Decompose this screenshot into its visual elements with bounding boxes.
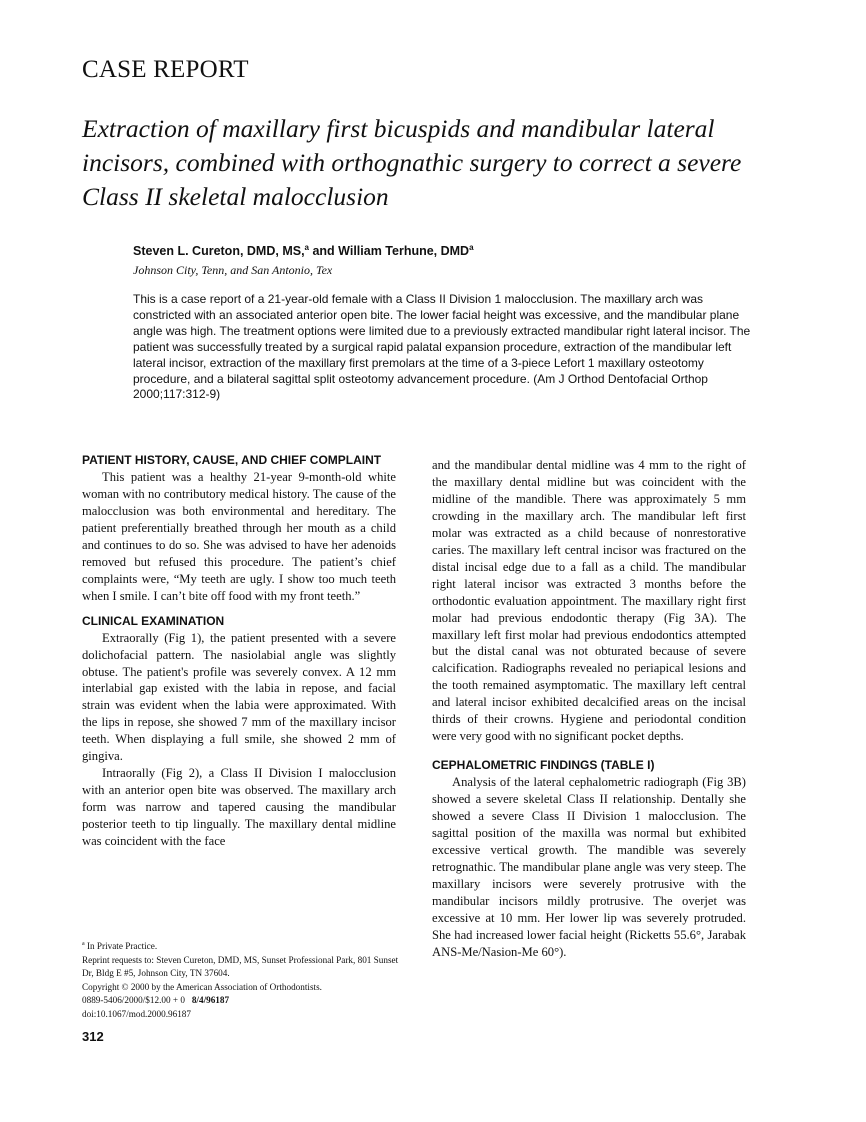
- author-1: Steven L. Cureton, DMD, MS,: [133, 244, 305, 259]
- paragraph-intraoral: Intraorally (Fig 2), a Class II Division I malocclusion with an anterior open bite was observed. The maxillary arch form was narrow and tapered causing the mandibular posterior teeth to tip lingually. The maxillary dental midline was coincident with the face: [82, 766, 396, 849]
- section-label: CASE REPORT: [82, 56, 249, 83]
- paragraph-cephalometric: Analysis of the lateral cephalometric radiograph (Fig 3B) showed a severe skeletal Class II relationship. Dentally she showed a severe Class II Division 1 malocclusion. The sagittal position of the maxilla was normal but exhibited excessive vertical growth. The mandible was severely retrognathic. The mandibular plane angle was very steep. The maxillary incisors were severely protrusive with the mandibular incisors mildly protrusive. The overjet was excessive at 10 mm. Her lower lip was severely protruded. She had increased lower facial height (Ricketts 55.6°, Jarabak ANS-Me/Nasion-Me 60°).: [432, 775, 746, 959]
- footnote-issn-code: 8/4/96187: [191, 995, 230, 1006]
- footnote-affiliation: [82, 938, 412, 954]
- author-line: [133, 243, 474, 258]
- heading-cephalometric-findings: CEPHALOMETRIC FINDINGS (TABLE I): [432, 758, 655, 773]
- heading-patient-history: PATIENT HISTORY, CAUSE, AND CHIEF COMPLAINT: [82, 453, 382, 467]
- footnote-issn-text: 0889-5406/2000/$12.00 + 0: [82, 995, 185, 1006]
- column-right: [432, 457, 746, 961]
- abstract: This is a case report of a 21-year-old female with a Class II Division 1 malocclusion. The maxillary arch was constricted with an associated anterior open bite. The lower facial height was excessive, and the mandibular plane angle was high. The treatment options were limited due to a previously extracted mandibular right lateral incisor. The patient was successfully treated by a surgical rapid palatal expansion procedure, extraction of the mandibular left lateral incisor, extraction of the maxillary first premolars at the time of a 3-piece Lefort 1 maxillary osteotomy procedure, and a bilateral sagittal split osteotomy advancement procedure. (Am J Orthod Dentofacial Orthop 2000;117:312-9): [133, 292, 751, 402]
- footnote-reprint: Reprint requests to: Steven Cureton, DMD, MS, Sunset Professional Park, 801 Sunset Dr, Bldg E #5, Johnson City, TN 37604.: [82, 954, 399, 979]
- footnote-issn: [82, 994, 412, 1008]
- column-left: [82, 452, 396, 850]
- footnote-doi: doi:10.1067/mod.2000.96187: [82, 1009, 191, 1020]
- paragraph-patient-history: This patient was a healthy 21-year 9-month-old white woman with no contributory medical history. The cause of the malocclusion was both environmental and hereditary. The patient preferentially breathed through her mouth as a child and continues to do so. She was advised to have her adenoids removed but refused this procedure. The patient’s chief complaints were, “My teeth are ugly. I show too much teeth when I smile. I can’t bite off food with my front teeth.”: [82, 470, 396, 603]
- footnotes: [82, 938, 412, 1022]
- paragraph-intraoral-continued: and the mandibular dental midline was 4 mm to the right of the maxillary dental midline but was coincident with the midline of the mandible. There was approximately 5 mm crowding in the maxillary arch. The mandibular left first molar was extracted as a child because of nonrestorative caries. The maxillary left central incisor was fractured on the distal incisal edge due to a fall as a child. The mandibular right lateral incisor was extracted 3 months before the orthodontic evaluation appointment. The maxillary right first molar had previous endodontic therapy (Fig 3A). The maxillary left first molar had previous endodontics attempted but the distal canal was not obturated because of severe calcification. Radiographs revealed no periapical lesions and the tooth remained asymptomatic. The maxillary left central and lateral incisor exhibited decalcified areas on the incisal thirds of their crowns. Hygiene and periodontal condition were very good with no significant pocket depths.: [432, 458, 746, 744]
- paragraph-extraoral: Extraorally (Fig 1), the patient presented with a severe dolichofacial pattern. The nasiolabial angle was slightly obtuse. The patient's profile was severely convex. A 12 mm interlabial gap existed with the labia in repose, and facial strain was evident when the labia were approximated. With the lips in repose, she showed 7 mm of the maxillary incisor teeth. When displaying a full smile, she showed 2 mm of gingiva.: [82, 630, 396, 764]
- author-connector: and: [309, 244, 339, 259]
- article-title: Extraction of maxillary first bicuspids and mandibular lateral incisors, combined with orthognathic surgery to correct a severe Class II skeletal malocclusion: [82, 114, 742, 211]
- author-2-superscript: a: [469, 243, 474, 252]
- footnote-superscript: a: [82, 941, 85, 947]
- footnote-affiliation-text: In Private Practice.: [84, 941, 158, 952]
- author-1-superscript: a: [304, 243, 309, 252]
- heading-clinical-examination: CLINICAL EXAMINATION: [82, 613, 225, 628]
- affiliation: Johnson City, Tenn, and San Antonio, Tex: [133, 263, 333, 277]
- page-number: 312: [82, 1029, 104, 1044]
- footnote-copyright: Copyright © 2000 by the American Association of Orthodontists.: [82, 981, 322, 992]
- author-2: William Terhune, DMD: [338, 244, 470, 259]
